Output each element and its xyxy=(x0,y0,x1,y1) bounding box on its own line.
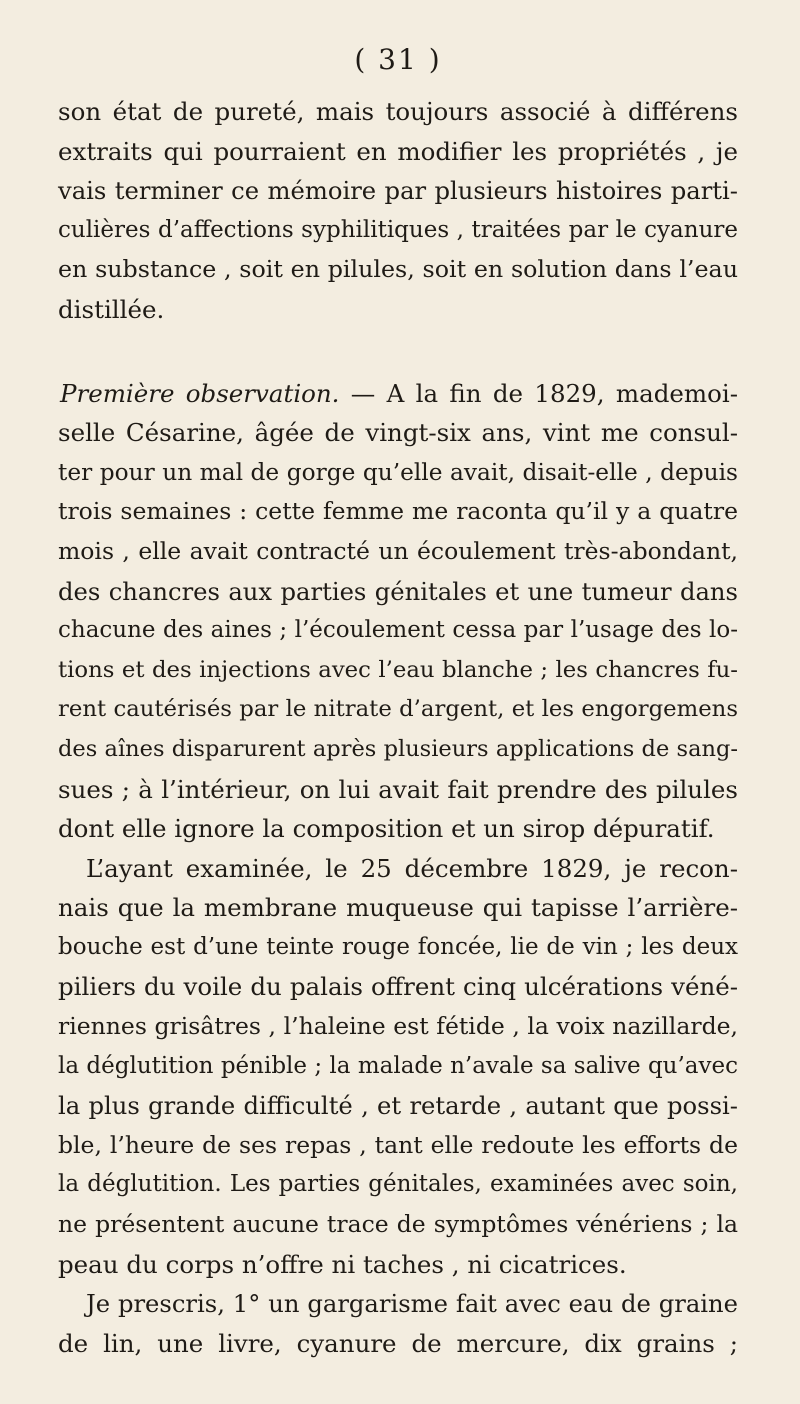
text-line: en substance , soit en pilules, soit en solution dans l’eau xyxy=(58,255,738,284)
paragraph-prescription xyxy=(58,1284,738,1363)
text-line: sues ; à l’intérieur, on lui avait fait prendre des pilules xyxy=(58,774,738,804)
text-line: riennes grisâtres , l’haleine est fétide , la voix nazillarde, xyxy=(58,1012,738,1041)
text-line: rent cautérisés par le nitrate d’argent, et les engorgemens xyxy=(58,696,738,723)
page-number-header: ( 31 ) xyxy=(354,43,442,76)
text-line: dont elle ignore la composition et un sirop dépuratif. xyxy=(58,814,715,844)
text-line: la déglutition. Les parties génitales, examinées avec soin, xyxy=(58,1171,738,1198)
text-line: ne présentent aucune trace de symptômes vénériens ; la xyxy=(58,1210,738,1239)
text-line: Je prescris, 1° un gargarisme fait avec eau de graine xyxy=(86,1289,738,1319)
text-line: culières d’affections syphilitiques , traitées par le cyanure xyxy=(58,216,738,243)
text-line: mois , elle avait contracté un écoulement très-abondant, xyxy=(58,536,738,565)
text-line: la déglutition pénible ; la malade n’avale sa salive qu’avec xyxy=(58,1052,738,1079)
text-line: des chancres aux parties génitales et une tumeur dans xyxy=(58,576,738,606)
text-line: L’ayant examinée, le 25 décembre 1829, je recon- xyxy=(86,853,738,883)
paragraph-first-observation xyxy=(58,374,738,849)
text-line: trois semaines : cette femme me raconta qu’il y a quatre xyxy=(58,497,738,526)
text-line: peau du corps n’offre ni taches , ni cicatrices. xyxy=(58,1249,627,1279)
text-line: la plus grande difficulté , et retarde , autant que possi- xyxy=(58,1091,738,1121)
text-line-with-title xyxy=(58,374,738,414)
text-line: extraits qui pourraient en modifier les propriétés , je xyxy=(58,136,738,166)
text-line: selle Césarine, âgée de vingt-six ans, vint me consul- xyxy=(58,418,738,448)
text-line: tions et des injections avec l’eau blanche ; les chancres fu- xyxy=(58,656,738,683)
text-line: distillée. xyxy=(58,294,165,324)
text-line: ter pour un mal de gorge qu’elle avait, disait-elle , depuis xyxy=(58,458,738,486)
text-line: des aînes disparurent après plusieurs applications de sang- xyxy=(58,735,738,762)
observation-title: Première observation. xyxy=(60,378,340,408)
text-line: bouche est d’une teinte rouge foncée, lie de vin ; les deux xyxy=(58,933,738,960)
paragraph-gap xyxy=(58,330,738,374)
text-line: piliers du voile du palais offrent cinq ulcérations véné- xyxy=(58,972,738,1002)
text-line: son état de pureté, mais toujours associé à différens xyxy=(58,97,738,126)
text-line: chacune des aines ; l’écoulement cessa par l’usage des lo- xyxy=(58,617,738,644)
text-line: nais que la membrane muqueuse qui tapisse l’arrière- xyxy=(58,893,738,923)
paragraph-examination xyxy=(58,849,738,1285)
paragraph-intro xyxy=(58,92,738,330)
text-line: de lin, une livre, cyanure de mercure, dix grains ; xyxy=(58,1328,738,1358)
text-line: vais terminer ce mémoire par plusieurs histoires parti- xyxy=(58,176,738,206)
text-line: ble, l’heure de ses repas , tant elle redoute les efforts de xyxy=(58,1130,738,1159)
text-line-rest: — A la fin de 1829, mademoi- xyxy=(339,378,738,408)
